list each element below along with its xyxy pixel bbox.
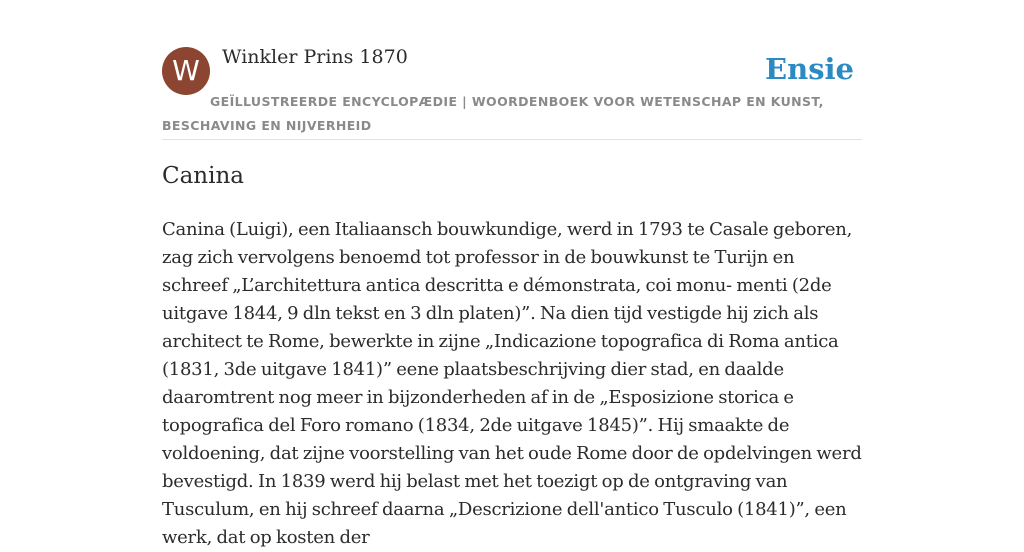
header-divider	[162, 139, 862, 140]
source-subtitle: GEÏLLUSTREERDE ENCYCLOPÆDIE | WOORDENBOEK VOOR WETENSCHAP EN KUNST, BESCHAVING EN NIJVERHEID	[162, 94, 824, 133]
source-avatar[interactable]	[162, 47, 210, 95]
source-title[interactable]: Winkler Prins 1870	[222, 46, 408, 68]
avatar-letter: W	[172, 54, 200, 87]
entry-title: Canina	[162, 163, 245, 189]
brand-logo-link[interactable]: Ensie	[765, 52, 854, 86]
entry-body: Canina (Luigi), een Italiaansch bouwkundige, werd in 1793 te Casale geboren, zag zich vervolgens benoemd tot professor in de bouwkunst te Turijn en schreef „L’architettura antica descritta e démonstrata, coi monu- menti (2de uitgave 1844, 9 dln tekst en 3 dln platen)”. Na dien tijd vestigde hij zich als architect te Rome, bewerkte in zijne „Indicazione topografica di Roma antica (1831, 3de uitgave 1841)” eene plaatsbeschrijving dier stad, en daalde daaromtrent nog meer in bijzonderheden af in de „Esposizione storica e topografica del Foro romano (1834, 2de uitgave 1845)”. Hij smaakte de voldoening, dat zijne voorstelling van het oude Rome door de opdelvingen werd bevestigd. In 1839 werd hij belast met het toezigt op de ontgraving van Tusculum, en hij schreef daarna „Descrizione dell'antico Tusculo (1841)”, een werk, dat op kosten der	[162, 219, 862, 548]
